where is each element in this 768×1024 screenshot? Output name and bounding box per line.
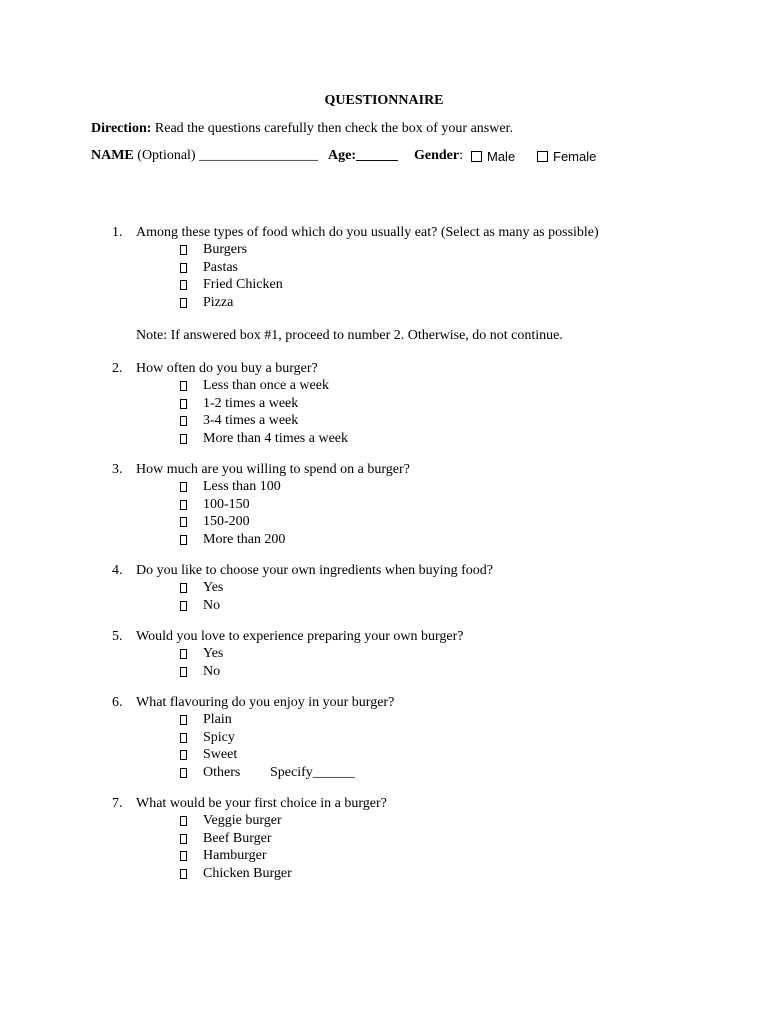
gender-label: Gender [414,148,460,163]
question-number: 7. [112,796,123,811]
option-label: Less than once a week [203,378,329,393]
question-text: Among these types of food which do you usually eat? (Select as many as possible) [136,225,599,240]
question-5 [0,628,768,680]
option-checkbox[interactable] [180,834,187,844]
gender-field [414,148,463,164]
specify-field[interactable]: Specify______ [270,764,355,780]
question-2 [0,360,768,447]
question-text: How often do you buy a burger? [136,361,318,376]
option-item[interactable] [0,513,768,531]
direction-text: Read the questions carefully then check the box of your answer. [154,121,513,136]
option-checkbox[interactable] [180,416,187,426]
option-label: 150-200 [203,514,250,529]
option-checkbox[interactable] [180,851,187,861]
option-label: Sweet [203,747,238,762]
option-item[interactable] [0,579,768,597]
option-label: Pizza [203,294,234,310]
option-checkbox[interactable] [180,715,187,725]
option-checkbox[interactable] [180,434,187,444]
option-label: 100-150 [203,496,250,512]
direction-label: Direction: [91,121,152,136]
question-1 [0,224,768,311]
option-checkbox[interactable] [180,298,187,308]
option-label: No [203,597,221,613]
question-7 [0,795,768,882]
option-label: Less than 100 [203,479,281,494]
option-item[interactable] [0,412,768,430]
question-number: 3. [112,462,123,477]
age-field[interactable]: Age:______ [328,148,398,163]
option-item[interactable] [0,276,768,294]
option-label: 1-2 times a week [203,395,299,411]
page-title: QUESTIONNAIRE [324,93,444,108]
option-item[interactable] [0,496,768,514]
option-item[interactable] [0,764,768,782]
option-item[interactable] [0,865,768,883]
note-text: Note: If answered box #1, proceed to number 2. Otherwise, do not continue. [136,328,563,343]
question-number: 4. [112,563,123,578]
question-text: Do you like to choose your own ingredients when buying food? [136,563,493,578]
option-label: Others [203,764,241,780]
option-checkbox[interactable] [180,245,187,255]
option-label: No [203,663,221,679]
gender-colon: : [459,148,463,163]
option-checkbox[interactable] [180,733,187,743]
gender-option-male[interactable] [471,149,515,164]
option-checkbox[interactable] [180,649,187,659]
gender-option-female[interactable] [537,149,596,164]
name-optional-blank: (Optional) _________________ [137,148,319,163]
question-number: 2. [112,361,123,376]
question-text: How much are you willing to spend on a burger? [136,462,410,477]
option-label: 3-4 times a week [203,413,299,428]
option-checkbox[interactable] [180,601,187,611]
option-checkbox[interactable] [180,399,187,409]
option-item[interactable] [0,812,768,830]
option-label: Veggie burger [203,813,282,828]
option-label: Plain [203,712,232,727]
option-item[interactable] [0,746,768,764]
option-item[interactable] [0,395,768,413]
question-text: Would you love to experience preparing your own burger? [136,629,464,644]
option-label: Beef Burger [203,830,272,846]
option-item[interactable] [0,711,768,729]
female-checkbox[interactable] [537,151,548,162]
female-label: Female [553,149,597,164]
option-checkbox[interactable] [180,768,187,778]
option-item[interactable] [0,294,768,312]
option-item[interactable] [0,830,768,848]
option-checkbox[interactable] [180,869,187,879]
option-item[interactable] [0,847,768,865]
name-field[interactable] [91,148,318,164]
option-checkbox[interactable] [180,280,187,290]
option-item[interactable] [0,597,768,615]
respondent-info-row [91,148,691,168]
option-checkbox[interactable] [180,816,187,826]
option-item[interactable] [0,531,768,549]
question-3 [0,461,768,548]
question-text: What flavouring do you enjoy in your burger? [136,695,395,710]
option-item[interactable] [0,478,768,496]
option-checkbox[interactable] [180,667,187,677]
questions-list [0,224,768,896]
instruction-note [0,327,768,344]
option-item[interactable] [0,729,768,747]
direction-line [91,121,513,137]
option-item[interactable] [0,645,768,663]
option-item[interactable] [0,377,768,395]
option-checkbox[interactable] [180,500,187,510]
option-checkbox[interactable] [180,381,187,391]
option-label: Hamburger [203,848,267,863]
question-4 [0,562,768,614]
option-label: Pastas [203,259,238,275]
option-checkbox[interactable] [180,482,187,492]
option-item[interactable] [0,663,768,681]
question-6 [0,694,768,781]
option-label: Spicy [203,729,235,745]
question-number: 6. [112,695,123,710]
option-checkbox[interactable] [180,583,187,593]
question-text: What would be your first choice in a burger? [136,796,387,811]
option-label: Fried Chicken [203,277,283,292]
male-label: Male [487,149,516,164]
name-label: NAME [91,148,134,163]
option-checkbox[interactable] [180,517,187,527]
option-label: More than 4 times a week [203,430,349,446]
question-number: 1. [112,225,123,240]
option-label: Yes [203,580,224,595]
option-label: Yes [203,646,224,661]
option-item[interactable] [0,430,768,448]
option-checkbox[interactable] [180,750,187,760]
male-checkbox[interactable] [471,151,482,162]
option-label: More than 200 [203,531,286,547]
option-item[interactable] [0,241,768,259]
option-label: Burgers [203,242,248,257]
option-label: Chicken Burger [203,865,292,881]
option-checkbox[interactable] [180,535,187,545]
option-item[interactable] [0,259,768,277]
question-number: 5. [112,629,123,644]
option-checkbox[interactable] [180,263,187,273]
